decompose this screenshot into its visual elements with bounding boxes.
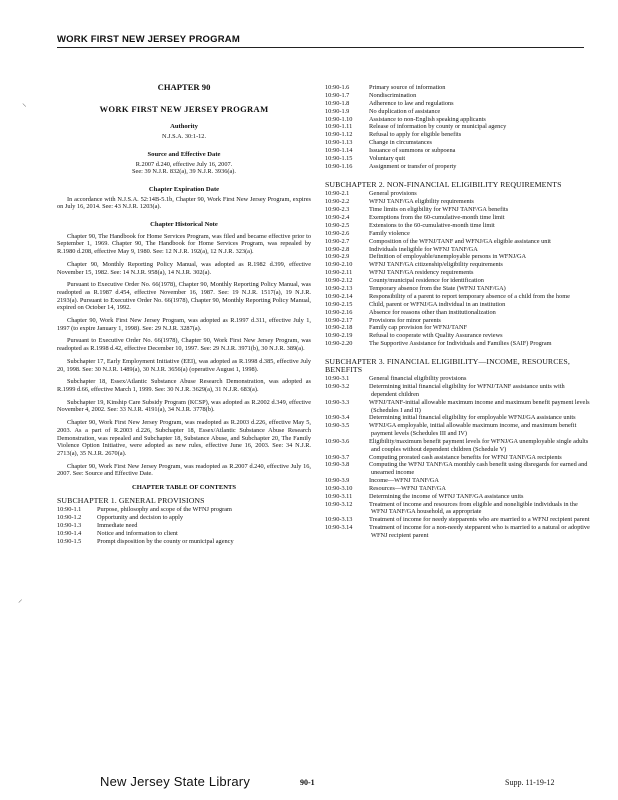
toc-entry-number: 10:90-2.10: [325, 261, 353, 269]
toc-entry-number: 10:90-2.1: [325, 190, 350, 198]
toc-entry: [325, 139, 590, 147]
subchapter-1-title: SUBCHAPTER 1. GENERAL PROVISIONS: [57, 495, 205, 505]
toc-entry-number: 10:90-1.5: [57, 537, 82, 545]
toc-entry: [325, 375, 590, 383]
toc-entry: [325, 493, 590, 501]
toc-entry-title: Determining initial financial eligibility for WFNJ/TANF assistance units with dependent children: [369, 383, 565, 398]
toc-entry: [325, 309, 590, 317]
toc-entry-title: Issuance of summons or subpoena: [369, 147, 456, 155]
toc-entry-number: 10:90-2.4: [325, 213, 350, 221]
history-paragraph: Subchapter 17, Early Employment Initiative (EEI), was adopted as R.1998 d.385, effective July 20, 1998. See: 30 N.J.R. 1489(a), 30 N.J.R. 3656(a) (operative August 1, 1998).: [57, 357, 311, 373]
toc-entry: [325, 324, 590, 332]
toc-entry-title: Voluntary quit: [369, 155, 406, 163]
toc-entry-title: WFNJ TANF/GA citizenship/eligibility requirements: [369, 261, 503, 269]
toc-entry-number: 10:90-1.12: [325, 131, 353, 139]
toc-entry: [325, 269, 590, 277]
toc-entry-number: 10:90-2.11: [325, 269, 353, 277]
toc-entry-title: Treatment of income and resources from eligible and noneligible individuals in the WFNJ TANF/GA household, as appropriate: [369, 500, 578, 516]
toc-entry-number: 10:90-2.2: [325, 198, 350, 206]
toc-entry-number: 10:90-1.8: [325, 99, 350, 107]
toc-entry-title: Purpose, philosophy and scope of the WFNJ program: [97, 506, 232, 514]
toc-entry-number: 10:90-3.5: [325, 422, 350, 430]
toc-entry-title: Determining initial financial eligibility for employable WFNJ/GA assistance units: [369, 414, 576, 422]
toc-entry: [325, 155, 590, 163]
subchapter-1-entries: [57, 506, 311, 545]
toc-entry: [325, 501, 590, 516]
toc-entry-number: 10:90-3.10: [325, 484, 353, 492]
toc-entry-title: Treatment of income for needy stepparents who are married to a WFNJ recipient parent: [369, 516, 590, 524]
toc-entry-number: 10:90-1.11: [325, 123, 353, 131]
toc-entry-number: 10:90-2.12: [325, 277, 353, 285]
toc-entry-number: 10:90-2.9: [325, 253, 350, 261]
toc-entry-number: 10:90-3.9: [325, 476, 350, 484]
toc-entry-title: Notice and information to client: [97, 530, 178, 538]
toc-entry-title: WFNJ TANF/GA eligibility requirements: [369, 198, 474, 206]
history-paragraph: Chapter 90, Work First New Jersey Program, was readopted as R.2003 d.226, effective May 5, 2003. As a part of R.2003 d.226, Subchapter 18, Essex/Atlantic Substance Abuse Research Demonstration, was repealed and Subchapter 18, Substance Abuse, and Subchapter 20, The Family Violence Option Initiative, were adopted as new rules, effective June 16, 2003. See: 34 N.J.R. 2713(a), 35 N.J.R. 2670(a).: [57, 419, 311, 457]
toc-entry-number: 10:90-3.1: [325, 375, 350, 383]
toc-entry-title: Eligibility/maximum benefit payment levels for WFNJ/GA unemployable single adults and couples without dependent children (Schedule V): [369, 437, 589, 453]
toc-entry: [325, 438, 590, 453]
subchapter-1-entries-continued: [325, 84, 590, 171]
toc-entry-title: Time limits on eligibility for WFNJ TANF/GA benefits: [369, 206, 509, 214]
toc-entry-title: Immediate need: [97, 522, 138, 530]
toc-entry: [325, 485, 590, 493]
toc-entry: [325, 332, 590, 340]
toc-entry-title: General financial eligibility provisions: [369, 375, 467, 383]
toc-entry-number: 10:90-2.6: [325, 229, 350, 237]
chapter-label: CHAPTER 90: [157, 82, 211, 92]
toc-entry: [325, 108, 590, 116]
toc-entry-title: WFNJ/GA employable, initial allowable maximum income, and maximum benefit payment levels (Schedules III and IV): [369, 422, 577, 438]
history-paragraph: Chapter 90, Work First New Jersey Program, was readopted as R.2007 d.240, effective July 16, 2007. See: Source and Effective Date.: [57, 462, 311, 478]
toc-entry: [325, 131, 590, 139]
toc-entry-number: 10:90-2.20: [325, 340, 353, 348]
toc-entry-number: 10:90-3.8: [325, 461, 350, 469]
toc-entry: [325, 516, 590, 524]
running-head: WORK FIRST NEW JERSEY PROGRAM: [57, 34, 240, 45]
toc-entry-title: Adherence to law and regulations: [369, 99, 454, 107]
toc-entry-title: General provisions: [369, 190, 417, 198]
toc-entry-title: Computing the WFNJ TANF/GA monthly cash benefit using disregards for earned and unearned income: [369, 461, 588, 477]
toc-entry: [325, 261, 590, 269]
toc-entry-number: 10:90-1.2: [57, 514, 82, 522]
authority-heading: Authority: [170, 123, 198, 131]
toc-entry-title: No duplication of assistance: [369, 107, 441, 115]
toc-entry-number: 10:90-3.13: [325, 516, 353, 524]
toc-entry-title: Nondiscrimination: [369, 91, 417, 99]
toc-entry-title: Family violence: [369, 229, 410, 237]
source-see: See: 39 N.J.R. 832(a), 39 N.J.R. 3936(a).: [132, 168, 236, 176]
toc-entry-title: Absence for reasons other than institutionalization: [369, 308, 496, 316]
toc-heading: CHAPTER TABLE OF CONTENTS: [131, 484, 237, 492]
history-paragraph: Chapter 90, Work First New Jersey Program, was adopted as R.1997 d.311, effective July 1, 1997 (to expire January 1, 1998). See: 29 N.J.R. 3287(a).: [57, 317, 311, 332]
toc-entry-number: 10:90-2.8: [325, 245, 350, 253]
left-column: [57, 84, 311, 546]
toc-entry-title: Assignment or transfer of property: [369, 162, 457, 170]
history-notes: [57, 233, 311, 478]
toc-entry: [325, 163, 590, 171]
toc-entry: [325, 84, 590, 92]
toc-entry: [325, 206, 590, 214]
toc-entry-number: 10:90-1.9: [325, 107, 350, 115]
toc-entry: [325, 454, 590, 462]
toc-entry: [325, 222, 590, 230]
toc-entry-title: Primary source of information: [369, 84, 446, 91]
toc-entry: [325, 230, 590, 238]
subchapter-2-title: SUBCHAPTER 2. NON-FINANCIAL ELIGIBILITY REQUIREMENTS: [325, 179, 562, 189]
subchapter-3-title: SUBCHAPTER 3. FINANCIAL ELIGIBILITY—INCOME, RESOURCES, BENEFITS: [325, 356, 570, 374]
supplement-date: Supp. 11-19-12: [505, 778, 555, 787]
source-text: R.2007 d.240, effective July 16, 2007.: [135, 160, 233, 168]
toc-entry-number: 10:90-2.13: [325, 285, 353, 292]
toc-entry: [325, 340, 590, 348]
toc-entry: [325, 461, 590, 476]
toc-entry-number: 10:90-3.11: [325, 492, 353, 500]
toc-entry: [325, 277, 590, 285]
toc-entry: [325, 238, 590, 246]
toc-entry-title: Assistance to non-English speaking applicants: [369, 115, 486, 123]
toc-entry-number: 10:90-3.2: [325, 383, 350, 391]
toc-entry-number: 10:90-3.7: [325, 453, 350, 461]
toc-entry: [57, 538, 311, 546]
toc-entry: [325, 246, 590, 254]
toc-entry-number: 10:90-2.16: [325, 308, 353, 316]
expiration-heading: Chapter Expiration Date: [148, 185, 220, 193]
toc-entry: [325, 147, 590, 155]
toc-entry: [325, 92, 590, 100]
toc-entry: [325, 214, 590, 222]
toc-entry-number: 10:90-1.15: [325, 155, 353, 163]
toc-entry-number: 10:90-3.4: [325, 414, 350, 422]
toc-entry-number: 10:90-3.6: [325, 437, 350, 445]
toc-entry-number: 10:90-2.18: [325, 324, 353, 332]
toc-entry-number: 10:90-2.7: [325, 237, 350, 245]
toc-entry-title: Change in circumstances: [369, 139, 432, 147]
toc-entry: [325, 285, 590, 293]
toc-entry-number: 10:90-2.5: [325, 221, 350, 229]
expiration-text: In accordance with N.J.S.A. 52:14B-5.1b, Chapter 90, Work First New Jersey Program, expires on July 16, 2014. See: 43 N.J.R. 1203(a).: [57, 195, 311, 211]
subchapter-2-entries: [325, 190, 590, 348]
toc-entry: [325, 477, 590, 485]
toc-entry-number: 10:90-2.19: [325, 332, 353, 340]
toc-entry-title: Provisions for minor parents: [369, 316, 441, 324]
toc-entry: [57, 522, 311, 530]
toc-entry-title: The Supportive Assistance for Individuals and Families (SAIF) Program: [369, 340, 552, 348]
header-rule: [57, 47, 584, 48]
toc-entry-title: Family cap provision for WFNJ/TANF: [369, 324, 468, 332]
source-heading: Source and Effective Date: [147, 150, 221, 158]
history-paragraph: Pursuant to Executive Order No. 66(1978), Chapter 90, Work First New Jersey Program, was readopted as R.1998 d.42, effective December 10, 1997. See: 29 N.J.R. 3971(b), 30 N.J.R. 389(a).: [57, 337, 311, 353]
toc-entry: [325, 422, 590, 437]
toc-entry-title: Definition of employable/unemployable persons in WFNJ/GA: [369, 253, 527, 261]
toc-entry-title: Treatment of income for a non-needy stepparent who is married to a natural or adoptive WFNJ recipient parent: [369, 524, 590, 539]
toc-entry-number: 10:90-2.17: [325, 316, 353, 324]
toc-entry-number: 10:90-2.14: [325, 292, 353, 300]
toc-entry-title: Opportunity and decision to apply: [97, 514, 184, 522]
history-paragraph: Chapter 90, The Handbook for Home Services Program, was filed and became effective prior to September 1, 1969. Chapter 90, The Handbook for Home Services Program, was repealed by R.1980 d.208, effective May 9, 1980. See: 12 N.J.R. 192(a), 12 N.J.R. 323(a).: [57, 232, 311, 256]
toc-entry-title: County/municipal residence for identification: [369, 277, 484, 285]
toc-entry: [325, 198, 590, 206]
toc-entry-title: Temporary absence from the State (WFNJ TANF/GA): [369, 285, 506, 292]
margin-mark: ⸜: [22, 98, 27, 108]
toc-entry-title: Exemptions from the 60-cumulative-month time limit: [369, 213, 505, 221]
history-paragraph: Pursuant to Executive Order No. 66(1978), Chapter 90, Monthly Reporting Policy Manual, was readopted as R.1987 d.454, effective November 16, 1987. See: 19 N.J.R. 1517(a), 19 N.J.R. 2193(a). Pursuant to Executive Order No. 66(1978), Chapter 90, Monthly Reporting Policy Manual, expired on October 14, 1992.: [57, 281, 311, 312]
toc-entry-title: Computing prorated cash assistance benefits for WFNJ TANF/GA recipients: [369, 453, 562, 461]
toc-entry: [325, 317, 590, 325]
toc-entry-title: Income—WFNJ TANF/GA: [369, 476, 439, 484]
history-heading: Chapter Historical Note: [150, 221, 218, 229]
toc-entry-number: 10:90-1.3: [57, 522, 82, 530]
page-number: 90-1: [300, 778, 315, 787]
toc-entry: [325, 399, 590, 414]
toc-entry: [57, 506, 311, 514]
authority-text: N.J.S.A. 30:1-12.: [161, 133, 207, 141]
history-paragraph: Subchapter 19, Kinship Care Subsidy Program (KCSP), was adopted as R.2002 d.349, effective November 4, 2002. See: 33 N.J.R. 4191(a), 34 N.J.R. 3778(b).: [57, 398, 311, 414]
toc-entry: [57, 514, 311, 522]
toc-entry-title: Composition of the WFNJ/TANF and WFNJ/GA eligible assistance unit: [369, 237, 551, 245]
toc-entry: [325, 116, 590, 124]
subchapter-3-entries: [325, 375, 590, 539]
toc-entry: [325, 301, 590, 309]
toc-entry: [57, 530, 311, 538]
toc-entry-title: WFNJ/TANF-initial allowable maximum income and maximum benefit payment levels (Schedules I and II): [369, 398, 590, 414]
toc-entry-number: 10:90-1.4: [57, 530, 82, 538]
toc-entry: [325, 524, 590, 539]
toc-entry: [325, 100, 590, 108]
toc-entry-title: Refusal to apply for eligible benefits: [369, 131, 462, 139]
toc-entry-title: WFNJ TANF/GA residency requirements: [369, 269, 474, 277]
toc-entry-number: 10:90-2.15: [325, 300, 353, 308]
toc-entry-title: Extensions to the 60-cumulative-month time limit: [369, 221, 495, 229]
toc-entry: [325, 190, 590, 198]
toc-entry-number: 10:90-2.3: [325, 206, 350, 214]
toc-entry: [325, 123, 590, 131]
toc-entry-title: Child, parent or WFNJ/GA individual in an institution: [369, 300, 506, 308]
history-paragraph: Subchapter 18, Essex/Atlantic Substance Abuse Research Demonstration, was adopted as R.1999 d.66, effective March 1, 1999. See: 30 N.J.R. 3629(a), 31 N.J.R. 683(a).: [57, 378, 311, 393]
right-column: [325, 84, 590, 540]
toc-entry: [325, 293, 590, 301]
toc-entry-title: Release of information by county or municipal agency: [369, 123, 507, 131]
toc-entry-number: 10:90-3.3: [325, 398, 350, 406]
toc-entry: [325, 414, 590, 422]
chapter-name: WORK FIRST NEW JERSEY PROGRAM: [99, 103, 269, 114]
toc-entry-number: 10:90-1.7: [325, 91, 350, 99]
toc-entry-title: Refusal to cooperate with Quality Assurance reviews: [369, 332, 503, 340]
toc-entry-title: Responsibility of a parent to report temporary absence of a child from the home: [369, 292, 570, 300]
library-stamp: New Jersey State Library: [100, 774, 251, 789]
margin-mark: ⸝: [18, 594, 23, 604]
toc-entry-number: 10:90-3.14: [325, 524, 353, 532]
toc-entry-title: Prompt disposition by the county or municipal agency: [97, 537, 234, 545]
history-paragraph: Chapter 90, Monthly Reporting Policy Manual, was adopted as R.1982 d.399, effective November 15, 1982. See: 14 N.J.R. 958(a), 14 N.J.R. 302(a).: [57, 260, 311, 276]
toc-entry-number: 10:90-1.14: [325, 147, 353, 155]
toc-entry-title: Determining the income of WFNJ TANF/GA assistance units: [369, 492, 524, 500]
toc-entry-number: 10:90-1.13: [325, 139, 353, 147]
toc-entry-title: Resources—WFNJ TANF/GA: [369, 484, 446, 492]
toc-entry-number: 10:90-3.12: [325, 500, 353, 508]
toc-entry-number: 10:90-1.1: [57, 506, 82, 514]
toc-entry-title: Individuals ineligible for WFNJ TANF/GA: [369, 245, 478, 253]
toc-entry-number: 10:90-1.6: [325, 84, 350, 91]
toc-entry-number: 10:90-1.10: [325, 115, 353, 123]
toc-entry-number: 10:90-1.16: [325, 162, 353, 170]
toc-entry: [325, 253, 590, 261]
toc-entry: [325, 383, 590, 398]
